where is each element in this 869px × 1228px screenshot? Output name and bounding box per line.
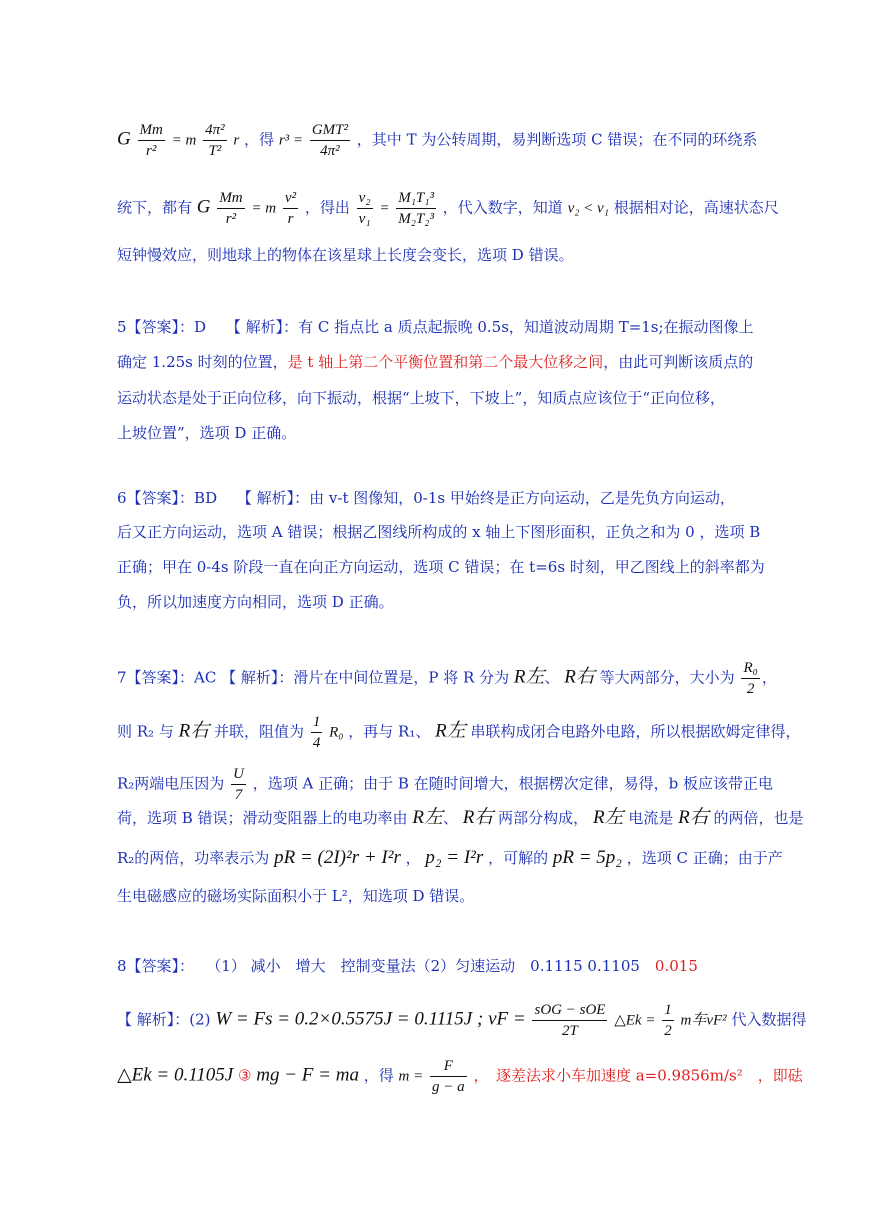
fraction: $\frac{\text{sOG − sOE}}{2T}$ (534, 1002, 606, 1039)
answer-8-line: △Ek = 0.1105J ③ mg − F = ma ，得 m = $\frac{F}{g - a}$ ， 逐差法求小车加速度 a=0.9856m/s² ，即砝 (117, 1058, 803, 1095)
fraction: $\frac{\text{R₀}}{2}$ (743, 660, 758, 697)
answer-5-line: 确定 1.25s 时刻的位置，是 t 轴上第二个平衡位置和第二个最大位移之间，由此可判断该质点的 (117, 353, 754, 371)
answer-6-line: 负，所以加速度方向相同，选项 D 正确。 (117, 593, 394, 611)
fraction: $\frac{\text{v²}}{r}$ (284, 190, 297, 227)
fraction: $\frac{\text{v₂}}{\text{v₁}}$ (358, 190, 371, 227)
answer-7-line: 7【答案】：AC 【 解析】：滑片在中间位置是，P 将 R 分为 R左、 R右 等大两部分，大小为 $\frac{\text{R₀}}{2}$ ， (117, 660, 777, 697)
paragraph-line: G $\frac{Mm}{\text{r²}}$ = m $\frac{\text{4π²}}{\text{T²}}$ r ，得 r³ = $\frac{\text{GMT²}}{\text{4π²}}$ ，其中 T 为公转周期，易判断选项 C 错误；在不同的环绕系 (117, 122, 758, 159)
highlight-text: 0.015 (654, 957, 698, 975)
paragraph-line: 统下，都有 G $\frac{Mm}{\text{r²}}$ = m $\frac{\text{v²}}{r}$ ，得出 $\frac{\text{v₂}}{\text{v₁}}$ = $\frac{\text{M₁T₁³}}{\text{M₂T₂³}}$ ，代入数字，知道 v₂ < v₁ 根据相对论，高速状态尺 (117, 190, 779, 227)
paragraph-line: 短钟慢效应，则地球上的物体在该星球上长度会变长，选项 D 错误。 (117, 246, 574, 264)
fraction: $\frac{F}{g - a}$ (432, 1058, 465, 1095)
fraction: $\frac{U}{7}$ (233, 766, 244, 803)
fraction: $\frac{\text{GMT²}}{\text{4π²}}$ (311, 122, 349, 159)
fraction: $\frac{1}{2}$ (664, 1002, 672, 1039)
answer-5-line: 5【答案】：D 【 解析】：有 C 指点比 a 质点起振晚 0.5s，知道波动周期 T=1s;在振动图像上 (117, 318, 754, 336)
answer-7-line: 荷，选项 B 错误；滑动变阻器上的电功率由 R左、 R右 两部分构成， R左 电流是 R右 的两倍，也是 (117, 807, 804, 828)
answer-5-line: 运动状态是处于正向位移，向下振动，根据“上坡下，下坡上”，知质点应该位于“正向位移， (117, 389, 726, 407)
fraction: $\frac{Mm}{\text{r²}}$ (219, 190, 243, 227)
highlight-text: 是 t 轴上第二个平衡位置和第二个最大位移之间 (287, 353, 604, 371)
fraction: $\frac{\text{M₁T₁³}}{\text{M₂T₂³}}$ (398, 190, 434, 227)
fraction: $\frac{\text{4π²}}{\text{T²}}$ (205, 122, 225, 159)
answer-6-line: 后又正方向运动，选项 A 错误；根据乙图线所构成的 x 轴上下图形面积，正负之和为 0 ，选项 B (117, 523, 761, 541)
answer-8-line: 【 解析】：(2) W = Fs = 0.2×0.5575J = 0.1115J ; vF = $\frac{\text{sOG − sOE}}{2T}$ △Ek = $\frac{1}{2}$ m车vF² 代入数据得 (117, 1002, 807, 1039)
fraction: $\frac{1}{4}$ (312, 714, 321, 751)
answer-7-line: R₂的两倍，功率表示为 pR = (2I)²r + I²r ， p₂ = I²r ，可解的 pR = 5p₂ ，选项 C 正确；由于产 (117, 847, 783, 868)
answer-8-line: 8【答案】： （1） 减小 增大 控制变量法（2）匀速运动 0.1115 0.1105 0.015 (117, 957, 698, 975)
answer-6-line: 正确；甲在 0-4s 阶段一直在向正方向运动，选项 C 错误；在 t=6s 时刻，甲乙图线上的斜率都为 (117, 558, 765, 576)
answer-6-line: 6【答案】：BD 【 解析】：由 v-t 图像知，0-1s 甲始终是正方向运动，乙是先负方向运动， (117, 489, 735, 507)
fraction: $\frac{Mm}{\text{r²}}$ (139, 122, 163, 159)
math-g: G (117, 128, 131, 150)
answer-7-line: 生电磁感应的磁场实际面积小于 L²，知选项 D 错误。 (117, 887, 475, 905)
answer-5-line: 上坡位置”，选项 D 正确。 (117, 424, 297, 442)
answer-7-line: R₂两端电压因为 $\frac{U}{7}$ ，选项 A 正确；由于 B 在随时间增大，根据楞次定律，易得，b 板应该带正电 (117, 766, 774, 803)
answer-7-line: 则 R₂ 与 R右 并联，阻值为 $\frac{1}{4}$ R₀ ，再与 R₁、 R左 串联构成闭合电路外电路，所以根据欧姆定律得， (117, 714, 801, 751)
